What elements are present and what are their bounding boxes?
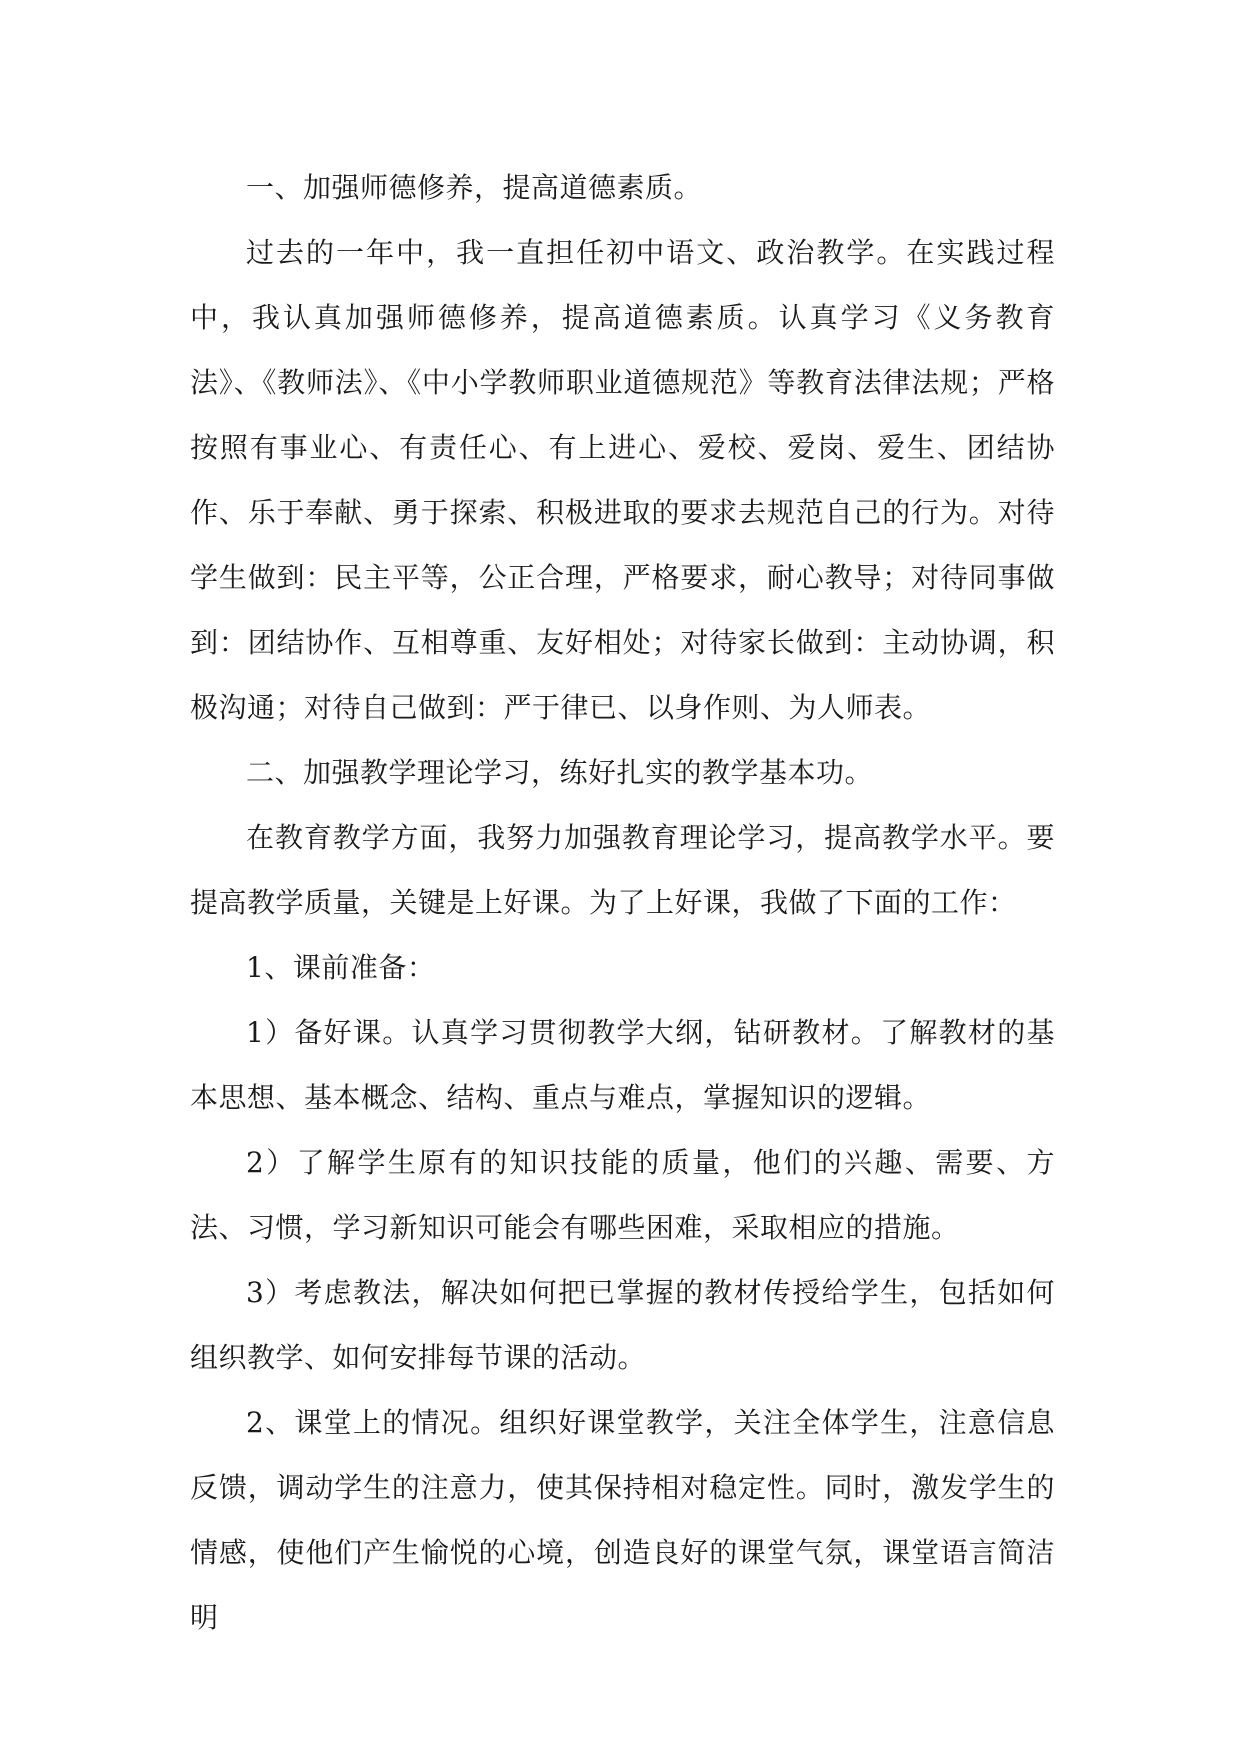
list-heading-preparation: 1、课前准备： — [246, 951, 436, 984]
document-body — [190, 155, 1055, 1650]
paragraph-classroom: 2、课堂上的情况。组织好课堂教学，关注全体学生，注意信息反馈，调动学生的注意力，使其保持相对稳定性。同时，激发学生的情感，使他们产生愉悦的心境，创造良好的课堂气氛，课堂语言简洁明 — [190, 1406, 1055, 1634]
list-item-lesson-prep: 1）备好课。认真学习贯彻教学大纲，钻研教材。了解教材的基本思想、基本概念、结构、重点与难点，掌握知识的逻辑。 — [190, 1016, 1055, 1114]
paragraph-ethics: 过去的一年中，我一直担任初中语文、政治教学。在实践过程中，我认真加强师德修养，提高道德素质。认真学习《义务教育法》、《教师法》、《中小学教师职业道德规范》等教育法律法规；严格按照有事业心、有责任心、有上进心、爱校、爱岗、爱生、团结协作、乐于奉献、勇于探索、积极进取的要求去规范自己的行为。对待学生做到：民主平等，公正合理，严格要求，耐心教导；对待同事做到：团结协作、互相尊重、友好相处；对待家长做到：主动协调，积极沟通；对待自己做到：严于律已、以身作则、为人师表。 — [190, 236, 1055, 724]
list-item-methods: 3）考虑教法，解决如何把已掌握的教材传授给学生，包括如何组织教学、如何安排每节课的活动。 — [190, 1276, 1055, 1374]
list-item-know-students: 2）了解学生原有的知识技能的质量，他们的兴趣、需要、方法、习惯，学习新知识可能会有哪些困难，采取相应的措施。 — [190, 1146, 1055, 1244]
section-heading-2: 二、加强教学理论学习，练好扎实的教学基本功。 — [246, 756, 874, 789]
paragraph-teaching: 在教育教学方面，我努力加强教育理论学习，提高教学水平。要提高教学质量，关键是上好课。为了上好课，我做了下面的工作： — [190, 821, 1055, 919]
section-heading-1: 一、加强师德修养，提高道德素质。 — [246, 171, 703, 204]
